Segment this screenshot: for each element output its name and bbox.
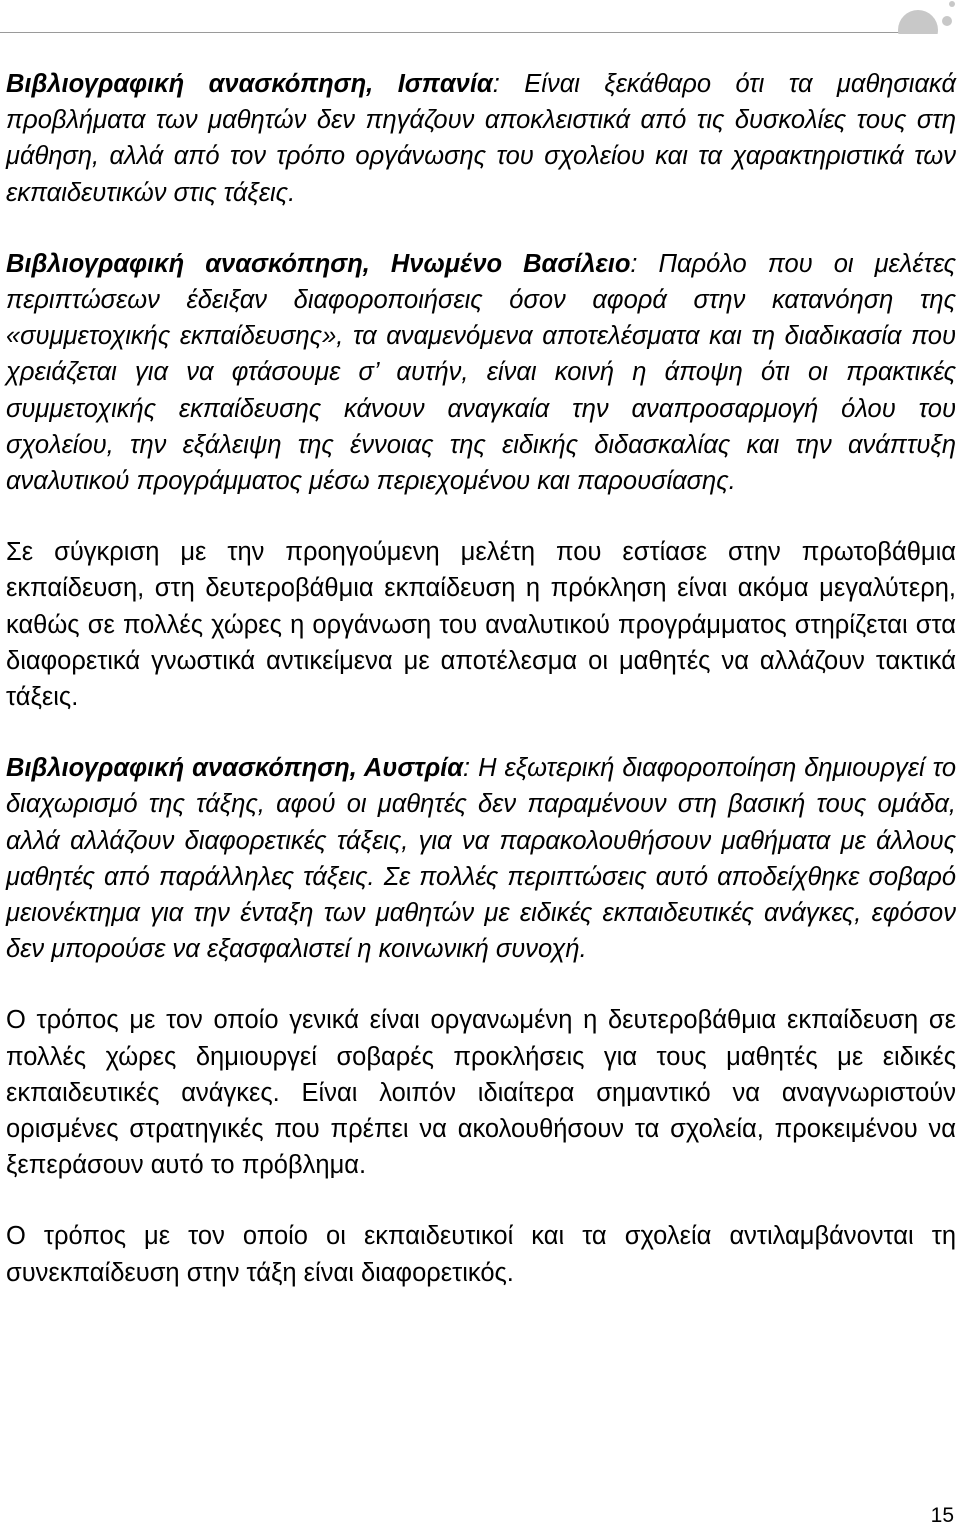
paragraph-secondary-organisation [6, 1002, 956, 1183]
paragraph-austria-review [6, 750, 956, 967]
paragraph-text: : Η εξωτερική διαφοροποίηση δημιουργεί το διαχωρισμό της τάξης, αφού οι μαθητές δεν παραμένουν στη βασική τους ομάδα, αλλά αλλάζουν διαφορετικές τάξεις, για να παρακολουθήσουν μαθήματα με άλλους μαθητές από παράλληλες τάξεις. Σε πολλές περιπτώσεις αυτό αποδείχθηκε σοβαρό μειονέκτημα για την ένταξη των μαθητών με ειδικές εκπαιδευτικές ανάγκες, εφόσον δεν μπορούσε να εξασφαλιστεί η κοινωνική συνοχή. [6, 754, 956, 964]
publisher-logo-icon [896, 0, 960, 34]
page-number: 15 [930, 1504, 954, 1527]
paragraph-coeducation-perception [6, 1218, 956, 1290]
paragraph-text: Ο τρόπος με τον οποίο οι εκπαιδευτικοί και τα σχολεία αντιλαμβάνονται τη συνεκπαίδευση στην τάξη είναι διαφορετικός. [6, 1222, 956, 1287]
paragraph-spain-review [6, 66, 956, 211]
paragraph-text: Σε σύγκριση με την προηγούμενη μελέτη που εστίασε στην πρωτοβάθμια εκπαίδευση, στη δευτεροβάθμια εκπαίδευση η πρόκληση είναι ακόμα μεγαλύτερη, καθώς σε πολλές χώρες η οργάνωση του αναλυτικού προγράμματος στηρίζεται στα διαφορετικά γνωστικά αντικείμενα με αποτέλεσμα οι μαθητές να αλλάζουν τακτικά τάξεις. [6, 538, 956, 712]
paragraph-lead: Βιβλιογραφική ανασκόπηση, Αυστρία [6, 754, 464, 783]
paragraph-text: : Είναι ξεκάθαρο ότι τα μαθησιακά προβλήματα των μαθητών δεν πηγάζουν αποκλειστικά από τις δυσκολίες τους στη μάθηση, αλλά από τον τρόπο οργάνωσης του σχολείου και τα χαρακτηριστικά των εκπαιδευτικών στις τάξεις. [6, 70, 957, 207]
paragraph-text: : Παρόλο που οι μελέτες περιπτώσεων έδειξαν διαφοροποιήσεις όσον αφορά στην κατανόηση της «συμμετοχικής εκπαίδευσης», τα αναμενόμενα αποτελέσματα και τη διαδικασία που χρειάζεται για να φτάσουμε σ’ αυτήν, είναι κοινή η άποψη ότι οι πρακτικές συμμετοχικής εκπαίδευσης κάνουν αναγκαία την αναπροσαρμογή όλου του σχολείου, την εξάλειψη της έννοιας της ειδικής διδασκαλίας και την ανάπτυξη αναλυτικού προγράμματος μέσω περιεχομένου και παρουσίασης. [6, 249, 956, 496]
paragraph-secondary-comparison [6, 534, 956, 715]
paragraph-text: Ο τρόπος με τον οποίο γενικά είναι οργανωμένη η δευτεροβάθμια εκπαίδευση σε πολλές χώρες δημιουργεί σοβαρές προκλήσεις για τους μαθητές με ειδικές εκπαιδευτικές ανάγκες. Είναι λοιπόν ιδιαίτερα σημαντικό να αναγνωριστούν ορισμένες στρατηγικές που πρέπει να ακολουθήσουν τα σχολεία, προκειμένου να ξεπεράσουν αυτό το πρόβλημα. [6, 1006, 956, 1180]
paragraph-lead: Βιβλιογραφική ανασκόπηση, Ηνωμένο Βασίλειο [6, 249, 631, 278]
paragraph-uk-review [6, 246, 956, 499]
paragraph-lead: Βιβλιογραφική ανασκόπηση, Ισπανία [6, 70, 493, 98]
header-rule [0, 32, 908, 33]
page-body [6, 66, 956, 1291]
